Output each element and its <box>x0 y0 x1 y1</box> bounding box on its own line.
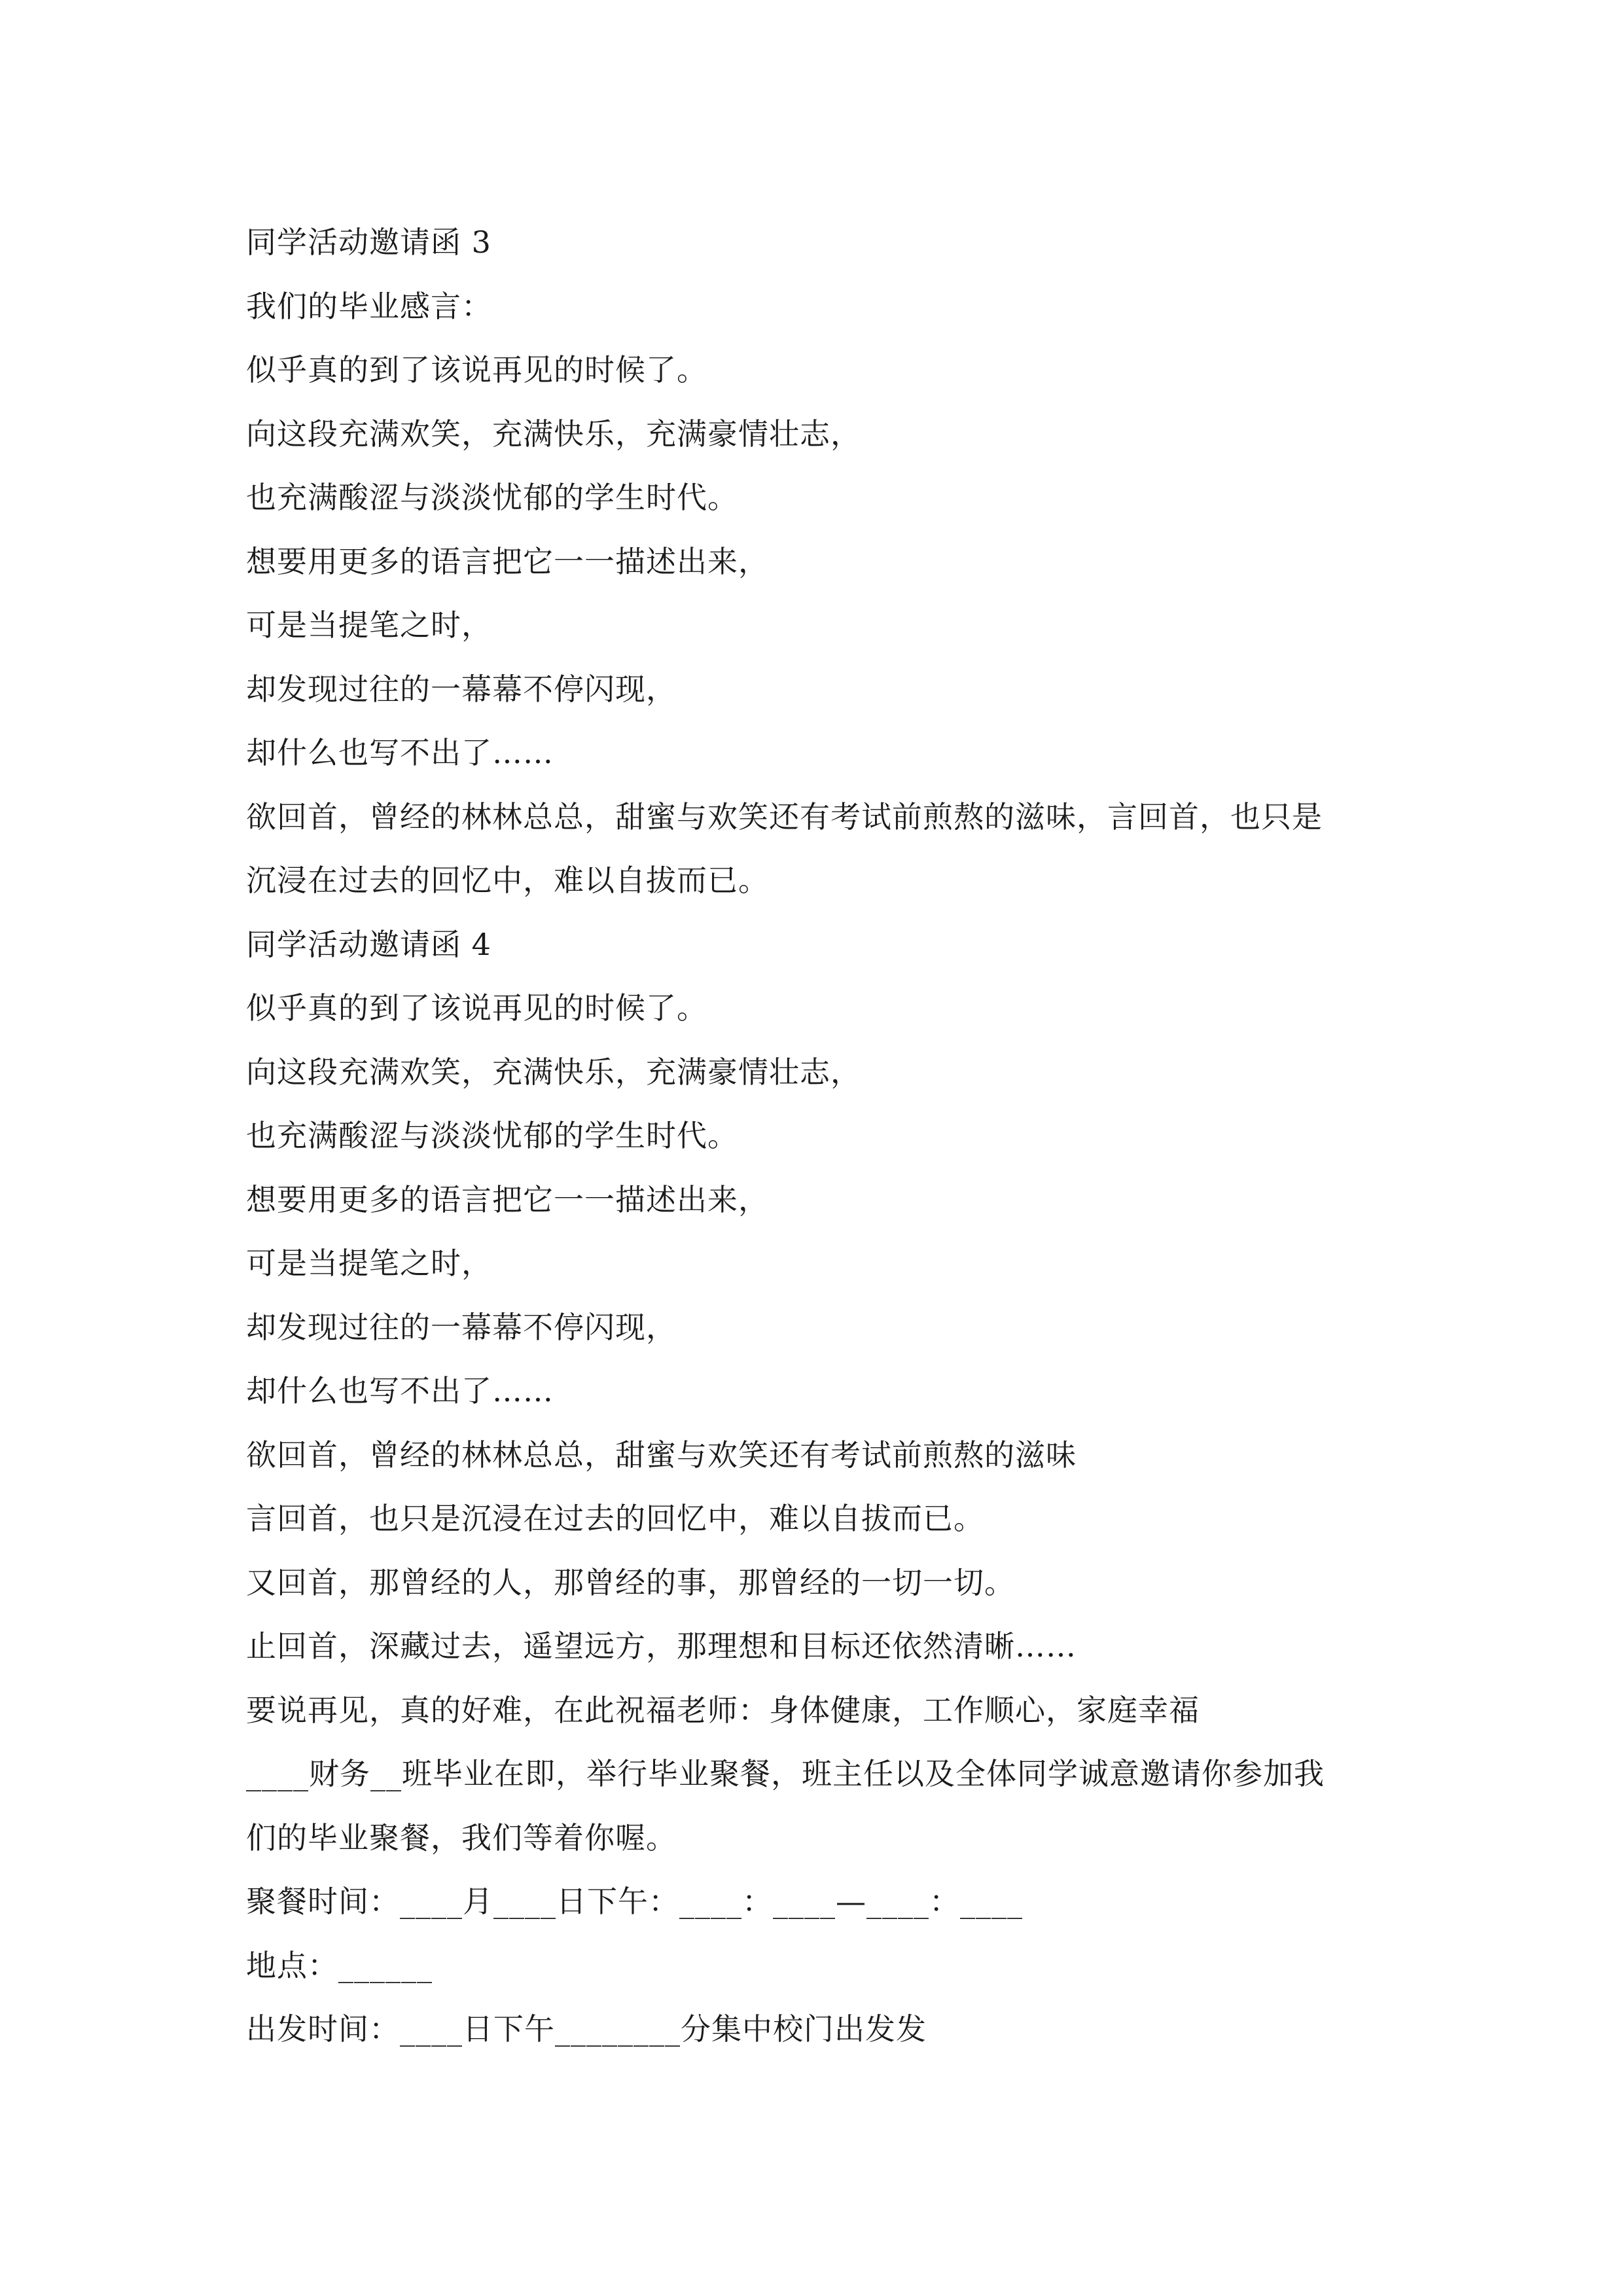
text-line: 言回首，也只是沉浸在过去的回忆中，难以自拔而已。 <box>246 1501 984 1536</box>
text-line: 欲回首，曾经的林林总总，甜蜜与欢笑还有考试前煎熬的滋味 <box>246 1437 1077 1473</box>
text-line: 可是当提笔之时， <box>246 1246 492 1281</box>
text-line: 也充满酸涩与淡淡忧郁的学生时代。 <box>246 1118 738 1153</box>
text-line: 想要用更多的语言把它一一描述出来， <box>246 1181 769 1217</box>
text-line: 也充满酸涩与淡淡忧郁的学生时代。 <box>246 480 738 515</box>
text-line: 向这段充满欢笑，充满快乐，充满豪情壮志， <box>246 1054 861 1090</box>
text-line: 欲回首，曾经的林林总总，甜蜜与欢笑还有考试前煎熬的滋味，言回首，也只是 <box>246 798 1323 834</box>
text-line: 可是当提笔之时， <box>246 607 492 643</box>
text-line: 想要用更多的语言把它一一描述出来， <box>246 543 769 579</box>
text-line: 们的毕业聚餐，我们等着你喔。 <box>246 1820 677 1856</box>
departure-time-line: 出发时间：____日下午________分集中校门出发发 <box>246 2011 927 2047</box>
text-line: 要说再见，真的好难，在此祝福老师：身体健康，工作顺心，家庭幸福 <box>246 1692 1200 1728</box>
text-line: 沉浸在过去的回忆中，难以自拔而已。 <box>246 863 769 898</box>
section-heading-4: 同学活动邀请函 4 <box>246 926 491 962</box>
text-line: 似乎真的到了该说再见的时候了。 <box>246 352 707 387</box>
text-line: 却什么也写不出了…… <box>246 1373 554 1408</box>
section-heading-3: 同学活动邀请函 3 <box>246 224 491 260</box>
text-line: 止回首，深藏过去，遥望远方，那理想和目标还依然清晰…… <box>246 1628 1077 1664</box>
location-line: 地点：______ <box>246 1947 433 1983</box>
text-line: 却什么也写不出了…… <box>246 735 554 770</box>
document-body <box>246 211 1398 2062</box>
text-line: ____财务__班毕业在即，举行毕业聚餐，班主任以及全体同学诚意邀请你参加我 <box>246 1756 1325 1791</box>
text-line: 向这段充满欢笑，充满快乐，充满豪情壮志， <box>246 416 861 452</box>
text-line: 又回首，那曾经的人，那曾经的事，那曾经的一切一切。 <box>246 1564 1015 1600</box>
text-line: 却发现过往的一幕幕不停闪现， <box>246 671 677 707</box>
text-line: 却发现过往的一幕幕不停闪现， <box>246 1309 677 1345</box>
dinner-time-line: 聚餐时间：____月____日下午：____：____—____：____ <box>246 1884 1023 1919</box>
text-line: 我们的毕业感言： <box>246 288 492 324</box>
text-line: 似乎真的到了该说再见的时候了。 <box>246 990 707 1026</box>
